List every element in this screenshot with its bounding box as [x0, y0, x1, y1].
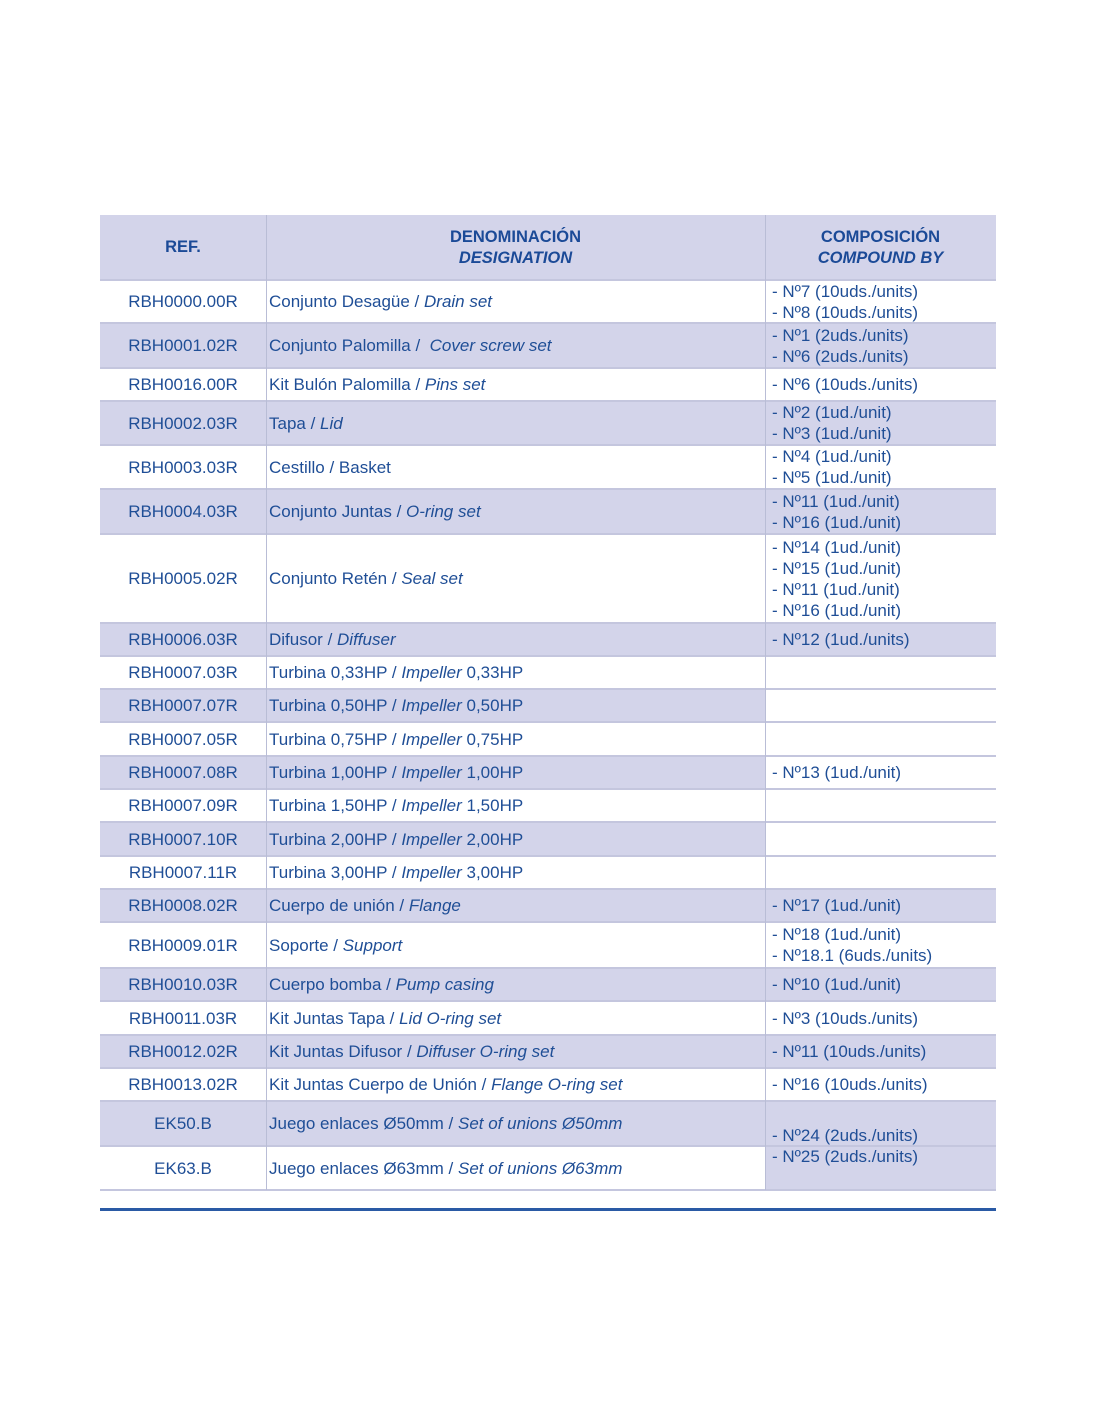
designation-es: Tapa / [269, 413, 321, 433]
ref-code: RBH0007.11R [128, 863, 238, 882]
designation-es: Turbina 1,00HP / [269, 763, 402, 782]
designation-es: Juego enlaces Ø63mm / [269, 1158, 458, 1178]
designation-text [269, 1008, 501, 1029]
designation-text [269, 762, 523, 783]
composition-cell [765, 1001, 996, 1035]
row-divider [100, 367, 996, 369]
designation-text [269, 935, 402, 956]
ref-cell [100, 656, 266, 689]
ref-code: RBH0000.00R [128, 292, 238, 311]
designation-es: Turbina 2,00HP / [269, 829, 402, 849]
ref-cell [100, 1001, 266, 1035]
row-divider [100, 755, 996, 757]
composition-line: - Nº4 (1ud./unit) [772, 447, 892, 466]
designation-en: Set of unions Ø50mm [457, 1114, 623, 1133]
composition-cell [765, 623, 996, 656]
designation-en: Impeller [401, 796, 462, 815]
designation-cell [266, 1001, 765, 1035]
composition-line: - Nº7 (10uds./units) [772, 281, 919, 301]
row-divider [100, 655, 996, 657]
ref-cell [100, 623, 266, 656]
designation-en: Impeller [401, 863, 462, 882]
designation-en: O-ring set [406, 502, 481, 521]
designation-text [269, 1113, 622, 1134]
designation-suffix: 0,33HP [461, 663, 524, 682]
ref-code: RBH0006.03R [128, 630, 238, 649]
designation-suffix: 0,75HP [461, 729, 524, 749]
row-divider [100, 688, 996, 690]
row-divider [100, 967, 996, 969]
designation-es: Kit Juntas Difusor / [269, 1042, 417, 1061]
designation-cell [266, 623, 765, 656]
row-divider [100, 788, 996, 790]
designation-text [269, 413, 343, 434]
designation-suffix: 0,50HP [461, 696, 524, 715]
column-divider [765, 215, 766, 1190]
designation-en: Pump casing [395, 975, 494, 994]
composition-line: - Nº10 (1ud./unit) [772, 975, 902, 994]
designation-en: Flange O-ring set [491, 1075, 623, 1094]
ref-cell [100, 445, 266, 489]
row-divider [100, 322, 996, 324]
composition-line: - Nº11 (1ud./unit) [772, 491, 900, 511]
designation-cell [266, 968, 765, 1001]
ref-code: RBH0007.10R [128, 829, 238, 849]
composition-cell [765, 489, 996, 534]
designation-es: Turbina 0,33HP / [269, 663, 402, 682]
composition-cell [765, 368, 996, 401]
designation-text [269, 629, 396, 650]
designation-suffix: 3,00HP [461, 863, 524, 882]
composition-line: - Nº14 (1ud./unit) [772, 537, 902, 557]
designation-en: Diffuser [337, 630, 396, 649]
designation-cell [266, 489, 765, 534]
designation-es: Juego enlaces Ø50mm / [269, 1114, 458, 1133]
designation-cell [266, 368, 765, 401]
ref-cell [100, 922, 266, 968]
ref-code: RBH0007.08R [128, 763, 238, 782]
ref-code: RBH0007.05R [128, 729, 238, 749]
row-divider [100, 279, 996, 281]
designation-cell [266, 401, 765, 445]
composition-line: - Nº15 (1ud./unit) [772, 558, 902, 578]
composition-line: - Nº11 (10uds./units) [772, 1042, 927, 1061]
designation-text [269, 374, 485, 395]
composition-line: - Nº24 (2uds./units) [772, 1125, 919, 1145]
designation-es: Conjunto Juntas / [269, 502, 407, 521]
designation-text [269, 862, 523, 883]
designation-text [269, 974, 494, 995]
composition-line: - Nº12 (1ud./units) [772, 630, 910, 649]
designation-cell [266, 323, 765, 368]
designation-text [269, 335, 552, 356]
ref-cell [100, 889, 266, 922]
ref-cell [100, 1146, 266, 1190]
row-divider [100, 444, 996, 446]
designation-es: Conjunto Retén / [269, 569, 402, 588]
designation-en: Impeller [401, 829, 462, 849]
ref-cell [100, 822, 266, 856]
designation-es: Kit Juntas Cuerpo de Unión / [269, 1075, 492, 1094]
ref-code: EK50.B [154, 1114, 212, 1133]
row-divider [100, 855, 996, 857]
composition-cell [765, 323, 996, 368]
designation-text [269, 829, 523, 850]
designation-es: Soporte / [269, 935, 343, 955]
designation-cell [266, 445, 765, 489]
composition-line: - Nº1 (2uds./units) [772, 325, 909, 345]
composition-cell [765, 1068, 996, 1101]
ref-code: RBH0013.02R [128, 1075, 238, 1094]
designation-text [269, 695, 523, 716]
designation-es: Conjunto Palomilla / [269, 336, 430, 355]
row-divider [100, 1034, 996, 1036]
ref-cell [100, 323, 266, 368]
row-divider [100, 1000, 996, 1002]
ref-cell [100, 368, 266, 401]
designation-es: Conjunto Desagüe / [269, 292, 424, 311]
designation-en: Impeller [401, 663, 462, 682]
designation-en: Drain set [424, 292, 493, 311]
header-ref [100, 215, 266, 280]
ref-code: RBH0007.09R [128, 796, 238, 815]
ref-code: RBH0012.02R [128, 1042, 238, 1061]
ref-cell [100, 968, 266, 1001]
ref-cell [100, 789, 266, 822]
ref-code: RBH0007.03R [128, 663, 238, 682]
composition-cell [765, 445, 996, 489]
composition-cell [765, 1035, 996, 1068]
designation-cell [266, 1068, 765, 1101]
designation-en: Impeller [401, 729, 462, 749]
designation-es: Turbina 0,75HP / [269, 729, 402, 749]
designation-text [269, 501, 481, 522]
header-composition-es: COMPOSICIÓN [820, 227, 941, 246]
designation-es: Kit Bulón Palomilla / [269, 375, 425, 394]
ref-code: RBH0005.02R [128, 569, 238, 588]
designation-es: Kit Juntas Tapa / [269, 1008, 400, 1028]
row-divider [100, 888, 996, 890]
designation-cell [266, 756, 765, 789]
row-divider [100, 400, 996, 402]
ref-code: RBH0003.03R [128, 457, 238, 477]
designation-en: Lid [320, 413, 343, 433]
designation-en: Impeller [401, 763, 462, 782]
composition-line: - Nº6 (2uds./units) [772, 346, 909, 366]
ref-code: RBH0002.03R [128, 413, 238, 433]
designation-es: Difusor / [269, 630, 338, 649]
designation-es: Cuerpo bomba / [269, 975, 396, 994]
row-divider [100, 1145, 996, 1147]
ref-cell [100, 280, 266, 323]
composition-line: - Nº16 (10uds./units) [772, 1075, 928, 1094]
header-designation-es: DENOMINACIÓN [449, 227, 582, 246]
composition-line: - Nº3 (10uds./units) [772, 1008, 919, 1028]
ref-cell [100, 1068, 266, 1101]
designation-text [269, 895, 461, 916]
composition-cell [765, 922, 996, 968]
header-designation-en: DESIGNATION [458, 248, 573, 267]
designation-en: Flange [408, 896, 461, 915]
designation-cell [266, 1035, 765, 1068]
ref-cell [100, 756, 266, 789]
designation-cell [266, 1146, 765, 1190]
ref-code: RBH0010.03R [128, 975, 238, 994]
composition-line: - Nº17 (1ud./unit) [772, 896, 902, 915]
designation-suffix: 1,00HP [461, 763, 524, 782]
designation-cell [266, 789, 765, 822]
designation-cell [266, 1101, 765, 1146]
designation-en: Lid O-ring set [399, 1008, 502, 1028]
ref-code: RBH0004.03R [128, 502, 238, 521]
header-composition [765, 215, 996, 280]
ref-code: RBH0008.02R [128, 896, 238, 915]
ref-code: RBH0007.07R [128, 696, 238, 715]
ref-code: RBH0011.03R [128, 1008, 238, 1028]
row-divider [100, 1067, 996, 1069]
designation-text [269, 291, 492, 312]
designation-cell [266, 722, 765, 756]
row-divider [100, 1189, 996, 1191]
designation-en: Cover screw set [429, 336, 552, 355]
composition-cell [765, 534, 996, 623]
designation-en: Impeller [401, 696, 462, 715]
composition-line: - Nº16 (1ud./unit) [772, 600, 902, 620]
composition-cell [765, 968, 996, 1001]
row-divider [100, 821, 996, 823]
header-ref-label: REF. [165, 238, 201, 256]
composition-line: - Nº2 (1ud./unit) [772, 403, 892, 422]
ref-cell [100, 534, 266, 623]
column-divider [266, 215, 267, 1190]
composition-cell [765, 401, 996, 445]
composition-cell [765, 889, 996, 922]
ref-cell [100, 401, 266, 445]
designation-en: Seal set [401, 569, 463, 588]
designation-text [269, 662, 523, 683]
composition-line: - Nº5 (1ud./unit) [772, 468, 892, 487]
designation-suffix: 1,50HP [461, 796, 524, 815]
ref-cell [100, 1035, 266, 1068]
ref-code: RBH0009.01R [128, 935, 238, 955]
designation-text [269, 729, 523, 750]
designation-text [269, 1074, 622, 1095]
composition-line: - Nº3 (1ud./unit) [772, 424, 892, 443]
ref-cell [100, 489, 266, 534]
ref-code: EK63.B [154, 1158, 212, 1178]
designation-en: Pins set [424, 375, 486, 394]
designation-cell [266, 822, 765, 856]
bottom-rule [100, 1208, 996, 1211]
row-divider [100, 921, 996, 923]
designation-es: Cestillo / Basket [269, 457, 391, 477]
designation-cell [266, 689, 765, 722]
designation-text [269, 795, 523, 816]
composition-line: - Nº25 (2uds./units) [772, 1146, 919, 1166]
ref-code: RBH0001.02R [128, 336, 238, 355]
designation-cell [266, 656, 765, 689]
designation-cell [266, 889, 765, 922]
row-divider [100, 721, 996, 723]
designation-es: Turbina 3,00HP / [269, 863, 402, 882]
row-divider [100, 488, 996, 490]
ref-cell [100, 1101, 266, 1146]
designation-cell [266, 280, 765, 323]
designation-suffix: 2,00HP [461, 829, 524, 849]
designation-cell [266, 922, 765, 968]
row-divider [100, 1100, 996, 1102]
designation-text [269, 568, 463, 589]
composition-line: - Nº8 (10uds./units) [772, 302, 919, 322]
ref-code: RBH0016.00R [128, 375, 238, 394]
ref-cell [100, 722, 266, 756]
designation-en: Support [342, 935, 403, 955]
row-divider [100, 622, 996, 624]
header-designation [266, 215, 765, 280]
designation-es: Turbina 0,50HP / [269, 696, 402, 715]
composition-line: - Nº13 (1ud./unit) [772, 763, 902, 782]
composition-line: - Nº18 (1ud./unit) [772, 925, 902, 944]
designation-text [269, 1158, 622, 1179]
designation-es: Turbina 1,50HP / [269, 796, 402, 815]
composition-line: - Nº6 (10uds./units) [772, 375, 919, 394]
header-composition-en: COMPOUND BY [817, 248, 944, 267]
ref-cell [100, 689, 266, 722]
designation-text [269, 457, 391, 478]
designation-en: Diffuser O-ring set [416, 1042, 555, 1061]
composition-line: - Nº18.1 (6uds./units) [772, 946, 933, 965]
composition-line: - Nº16 (1ud./unit) [772, 512, 902, 532]
designation-text [269, 1041, 554, 1062]
composition-cell [765, 280, 996, 323]
designation-en: Set of unions Ø63mm [457, 1158, 623, 1178]
composition-line: - Nº11 (1ud./unit) [772, 579, 900, 599]
designation-es: Cuerpo de unión / [269, 896, 409, 915]
designation-cell [266, 534, 765, 623]
ref-cell [100, 856, 266, 889]
row-divider [100, 533, 996, 535]
designation-cell [266, 856, 765, 889]
